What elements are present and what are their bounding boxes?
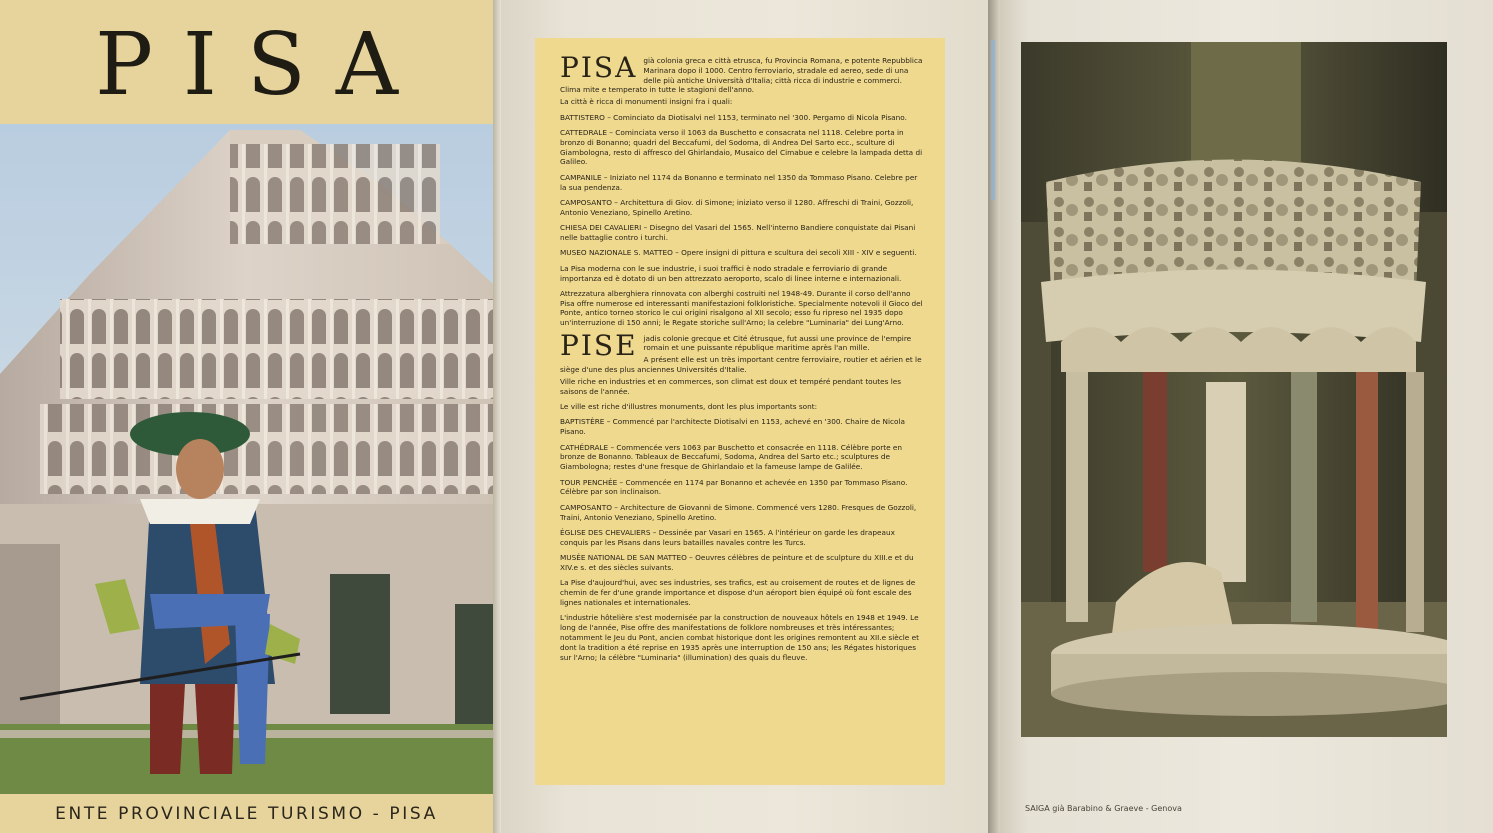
cover-photo-cathedral-costume	[0, 124, 493, 794]
french-intro-paragraph	[560, 328, 923, 362]
italian-monuments-intro: La città è ricca di monumenti insigni fra i quali:	[560, 97, 733, 107]
italian-monument-chiesa-cavalieri: CHIESA DEI CAVALIERI – Disegno del Vasari del 1565. Nell'interno Bandiere conquistate dai Pisani nelle battaglie contro i turchi.	[560, 223, 916, 242]
french-monument-musee: MUSÉE NATIONAL DE SAN MATTEO – Oeuvres célèbres de peinture et de sculpture du XIII.e et du XIV.e s. et des siècles suivants.	[560, 553, 914, 572]
french-monument-baptistere: BAPTISTÈRE – Commencé par l'architecte Diotisalvi en 1153, achevé en '300. Chaire de Nicola Pisano.	[560, 417, 905, 437]
text-box	[535, 38, 945, 785]
brochure-cover	[0, 0, 493, 833]
italian-monument-cattedrale: CATTEDRALE – Cominciata verso il 1063 da Buschetto e consacrata nel 1118. Celebre porta in bronzo di Bonanno; quadri del Beccafumi, del Sodoma, di Andrea Del Sarto ecc., sculture di Giambologna, resto di affresco del Ghirlandaio, Musaico del Cimabue e celebre la lampada detta di Galileo.	[560, 127, 923, 167]
italian-monument-campanile: CAMPANILE – Iniziato nel 1174 da Bonanno e terminato nel 1350 da Tommaso Pisano. Celebre per la sua pendenza.	[560, 172, 918, 192]
french-modern-paragraph: La Pise d'aujourd'hui, avec ses industries, ses trafics, est au croisement de routes et de lignes de chemin de fer d'une grande importance et dispose d'un aéroport bien équipé où font escale des lignes nationales et internationales.	[560, 578, 916, 607]
french-monument-cathedrale: CATHÉDRALE – Commencée vers 1063 par Buschetto et consacrée en 1118. Célèbre porte en bronze de Bonanno. Tableaux de Beccafumi, Sodoma, Andrea del Sarto etc.; sculptures de Giambologna; restes d'une fresque de Ghirlandaio et la fameuse lampe de Galilée.	[560, 442, 903, 472]
binding-strip	[991, 40, 995, 200]
italian-monument-battistero: BATTISTERO – Cominciato da Diotisalvi nel 1153, terminato nel '300. Pergamo di Nicola Pisano.	[560, 112, 907, 122]
pulpit-photo	[1021, 42, 1447, 737]
french-monument-camposanto: CAMPOSANTO – Architecture de Giovanni de Simone. Commencé vers 1280. Fresques de Gozzoli, Traini, Antonio Veneziano, Spinello Aretino.	[560, 502, 917, 522]
italian-intro-paragraph	[560, 51, 923, 95]
cover-footer-publisher: ENTE PROVINCIALE TURISMO - PISA	[55, 803, 438, 824]
italian-monument-camposanto: CAMPOSANTO – Architettura di Giov. di Simone; iniziato verso il 1280. Affreschi di Traini, Gozzoli, Antonio Veneziano, Spinello Aretino.	[560, 197, 914, 217]
french-monuments-intro: Le ville est riche d'illustres monuments, dont les plus importants sont:	[560, 402, 818, 412]
french-monument-eglise-chevaliers: ÉGLISE DES CHEVALIERS – Dessinée par Vasari en 1565. A l'intérieur on garde les drapeaux conquis par les Pisans dans leurs batailles navales contre les Turcs.	[560, 527, 895, 547]
text-page	[493, 0, 988, 833]
printer-credit: SAIGA già Barabino & Graeve - Genova	[1025, 804, 1182, 813]
french-intro-text-2: A présent elle est un très important centre ferroviaire, routier et aérien et le siège d'une des plus anciennes Universités d'Italie.	[560, 355, 922, 375]
french-intro-text-3: Ville riche en industries et en commerces, son climat est doux et tempéré pendant toutes les saisons de l'année.	[560, 376, 902, 396]
photo-page	[988, 0, 1493, 833]
logo-pisa: PISA	[560, 51, 638, 84]
italian-hotels-paragraph: Attrezzatura alberghiera rinnovata con alberghi costruiti nel 1948-49. Durante il corso dell'anno Pisa offre numerose ed interessanti manifestazioni folkloristiche. Specialmente notevoli il Gioco del Ponte, antico torneo storico le cui origini risalgono al XII secolo; esso fu ripreso nel 1935 dopo un'interruzione di 150 anni; le Regate storiche sull'Arno; la celebre "Luminaria" dei Lung'Arno.	[560, 288, 923, 328]
french-hotels-paragraph: L'industrie hôtelière s'est modernisée par la construction de nouveaux hôtels en 1948 et 1949. Le long de l'année, Pise offre des manifestations de folklore nombreuses et très intéressantes; notamment le Jeu du Pont, ancien combat historique dont les origines remontent au XII.e siècle et dont la tradition a été reprise en 1935 après une interruption de 150 ans; les Régates historiques sur l'Arno; la célèbre "Luminaria" (illumination) des quais du fleuve.	[560, 613, 919, 662]
french-intro-text: jadis colonie grecque et Cité étrusque, fut aussi une province de l'empire romain et une puissante république maritime après l'an mille.	[643, 333, 912, 353]
page-edge-shadow	[493, 0, 501, 833]
french-monument-tour-penchee: TOUR PENCHÉE – Commencée en 1174 par Bonanno et achevée en 1350 par Tommaso Pisano. Célèbre par son inclinaison.	[560, 477, 908, 497]
italian-monument-museo: MUSEO NAZIONALE S. MATTEO – Opere insigni di pittura e scultura dei secoli XIII - XIV e seguenti.	[560, 248, 917, 258]
logo-pise: PISE	[560, 328, 638, 362]
italian-intro-text: già colonia greca e città etrusca, fu Provincia Romana, e potente Repubblica Marinara dopo il 1000. Centro ferroviario, stradale ed aereo, sede di una delle più antiche Università d'Italia; città ricca di industrie e commerci. Clima mite e temperato in tutte le stagioni dell'anno.	[560, 56, 923, 95]
cover-title: PISA	[95, 15, 428, 115]
italian-modern-paragraph: La Pisa moderna con le sue industrie, i suoi traffici è nodo stradale e ferroviario di grande importanza ed è dotato di un ben attrezzato aeroporto, scalo di linee interne e internazionali.	[560, 263, 902, 283]
